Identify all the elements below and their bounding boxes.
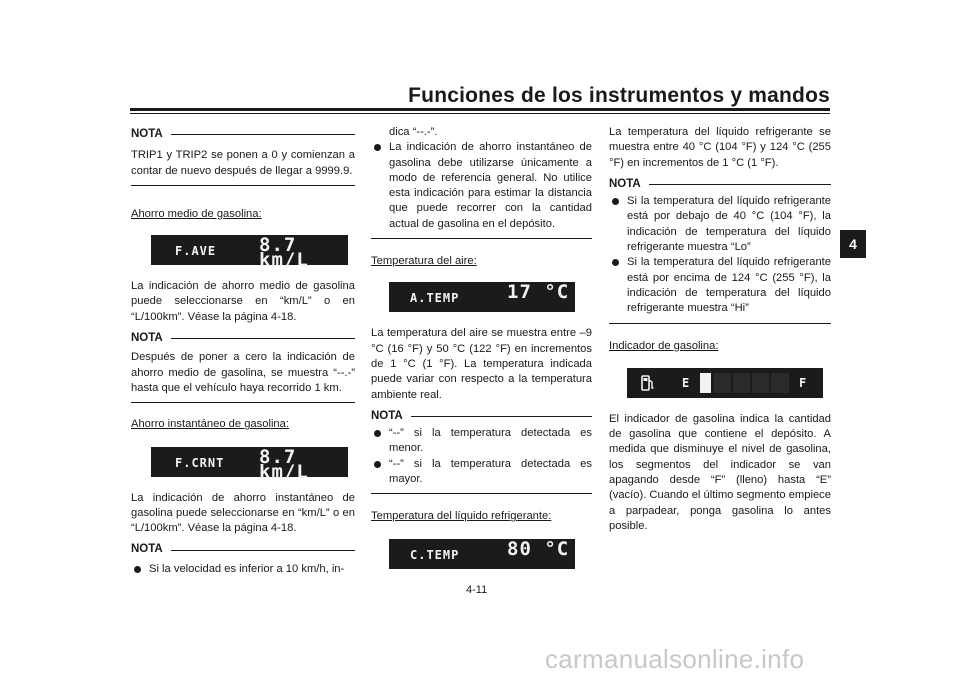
fuel-segment-lit [700,373,711,393]
nota-label: NOTA [371,409,403,422]
nota-end-rule [371,493,592,494]
chapter-tab[interactable]: 4 [840,230,866,258]
fuel-segment [771,373,789,393]
page-title: Funciones de los instrumentos y mandos [408,84,830,107]
lcd-value: 8.7 km/L [259,445,309,483]
heading-air-temp: Temperatura del aire: [371,255,477,268]
nota-header [131,542,355,557]
nota-header [609,177,831,192]
bullet-item: “--” si la temperatura detectada es menor. [371,426,592,457]
nota-bullet-list [371,140,592,232]
ctemp-description: La temperatura del líquido refrigerante se muestra entre 40 °C (104 °F) y 124 °C (255 °F) en incrementos de 1 °C (1 °F). [609,126,831,169]
nota-text-fave: Después de poner a cero la indicación de ahorro medio de gasolina, se muestra “--.-” hasta que el vehículo haya recorrido 1 km. [131,351,355,394]
nota-label: NOTA [131,332,163,345]
nota-text-trip: TRIP1 y TRIP2 se ponen a 0 y comienzan a contar de nuevo después de llegar a 9999.9. [131,149,355,177]
page-number: 4-11 [466,584,488,596]
nota-bullet-list [131,562,355,577]
column-2 [371,125,592,569]
nota-label: NOTA [131,543,163,556]
nota-header [371,409,592,424]
lcd-label: C.TEMP [410,547,460,562]
fuel-description: El indicador de gasolina indica la cantidad de gasolina que contiene el depósito. A medida que disminuye el nivel de gasolina, los segmentos del indicador se van apagando desde “F” (lleno) hasta “E” (vacío). Cuando el último segmento empiece a parpadear, ponga gasolina lo antes posible. [609,412,831,532]
nota-end-rule [371,238,592,239]
lcd-value: 80 °C [507,537,570,560]
bullet-item: Si la velocidad es inferior a 10 km/h, in- [131,562,355,577]
fcrnt-description: La indicación de ahorro instantáneo de gasolina puede seleccionarse en “km/L” o en “L/100km”. Véase la página 4-18. [131,491,355,535]
nota-end-rule [131,402,355,403]
heading-fuel-current: Ahorro instantáneo de gasolina: [131,418,289,431]
header-rule-thin [130,113,830,114]
heading-fuel-average: Ahorro medio de gasolina: [131,207,262,220]
fuel-segment [733,373,750,393]
fuel-empty-label: E [682,375,691,390]
lcd-label: F.CRNT [175,455,225,470]
nota-bullet-list [371,426,592,487]
nota-end-rule [609,323,831,324]
column-1 [131,125,355,577]
nota-end-rule [131,185,355,186]
lcd-value: 8.7 km/L [259,234,309,272]
bullet-item: La indicación de ahorro instantáneo de gasolina debe utilizarse únicamente a modo de referencia general. No utilice esta indicación para estimar la distancia que puede recorrer con la cantidad actual de gasolina en el depósito. [371,140,592,232]
bullet-item: Si la temperatura del líquido refrigerante está por encima de 124 °C (255 °F), la indicación de temperatura del líquido refrigerante muestra “Hi” [609,255,831,316]
column-3 [609,125,831,534]
nota-header [131,127,355,142]
atemp-description: La temperatura del aire se muestra entre –9 °C (16 °F) y 50 °C (122 °F) en incrementos de 1 °C (1 °F). La temperatura indicada puede variar con respecto a la temperatura ambiente real. [371,327,592,401]
nota-bullet-list [609,194,831,316]
bullet-continuation: dica “--.-”. [389,126,438,138]
nota-header [131,331,355,346]
lcd-fave-display [151,234,348,272]
lcd-label: A.TEMP [410,291,460,306]
bullet-item: Si la temperatura del líquido refrigerante está por debajo de 40 °C (104 °F), la indicación de temperatura del líquido refrigerante muestra “Lo” [609,194,831,255]
bullet-item: “--” si la temperatura detectada es mayor. [371,457,592,488]
lcd-atemp-display [389,282,575,312]
fuel-segment [714,373,731,393]
lcd-fuel-gauge [627,368,823,398]
header-rule [130,108,830,111]
lcd-ctemp-display [389,539,575,569]
nota-label: NOTA [131,128,163,140]
fuel-full-label: F [799,375,808,390]
watermark: carmanualsonline.info [545,644,805,674]
lcd-value: 17 °C [507,281,570,304]
fave-description: La indicación de ahorro medio de gasolina puede seleccionarse en “km/L” o en “L/100km”. Véase la página 4-18. [131,280,355,323]
fuel-segment [752,373,769,393]
lcd-fcrnt-display [151,445,348,483]
lcd-label: F.AVE [175,244,217,259]
fuel-pump-icon [641,375,655,391]
heading-fuel-gauge: Indicador de gasolina: [609,339,719,352]
nota-label: NOTA [609,177,641,190]
heading-coolant-temp: Temperatura del líquido refrigerante: [371,510,552,523]
